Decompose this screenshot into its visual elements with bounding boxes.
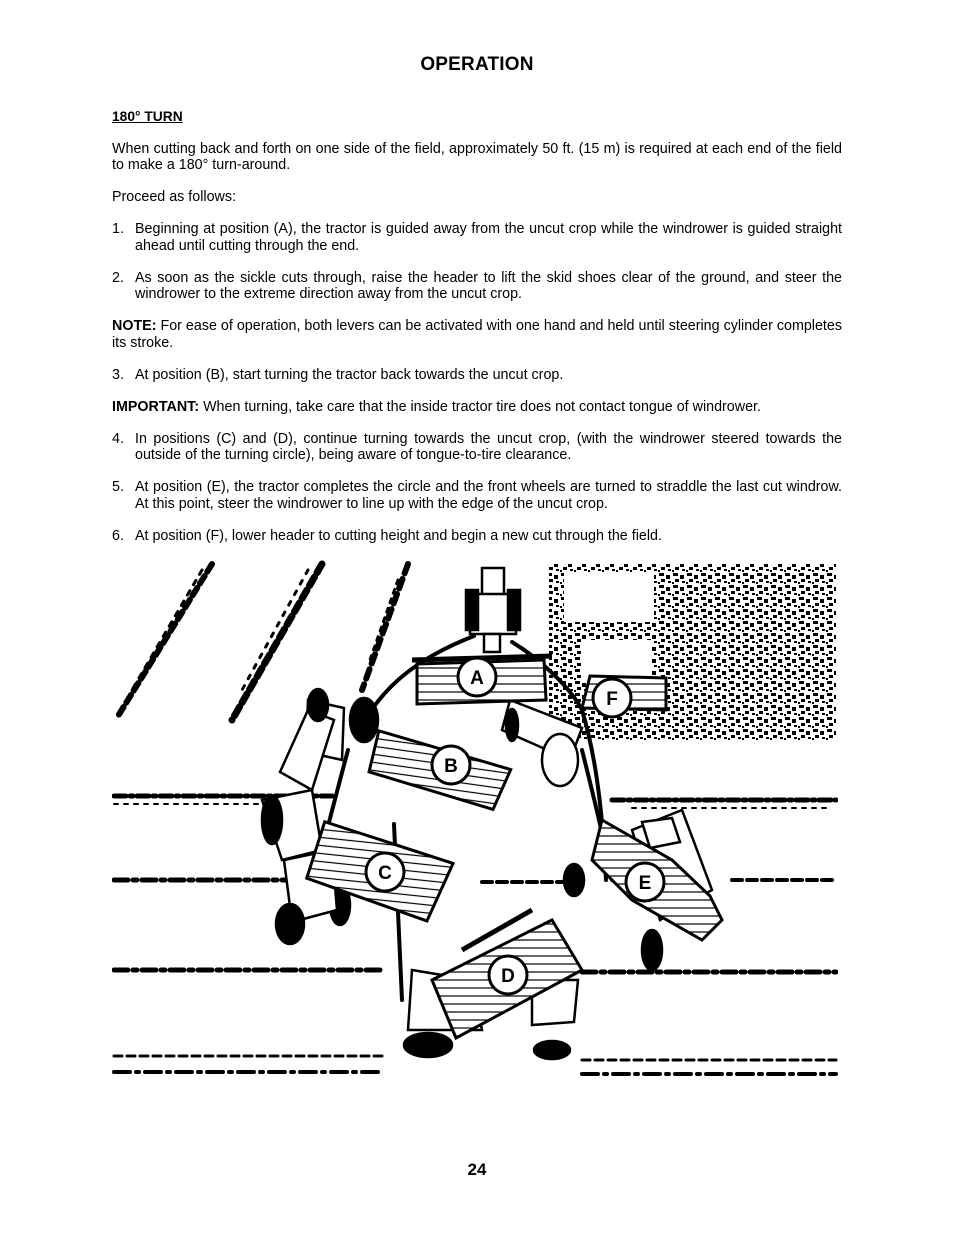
position-marker-f [593, 679, 631, 717]
position-label-d: D [501, 966, 515, 987]
step-6 [112, 528, 842, 545]
page-title: OPERATION [420, 54, 534, 75]
important-label: IMPORTANT: [112, 398, 200, 415]
section-content [112, 109, 842, 560]
turn-illustration [112, 560, 838, 1084]
step-2 [112, 270, 842, 303]
uncut-crop [549, 564, 836, 740]
step-text: In positions (C) and (D), continue turning towards the uncut crop, (with the windrower steered towards the outside of the turning circle), being aware of tongue-to-tire clearance. [135, 430, 842, 463]
step-text: At position (E), the tractor completes the circle and the front wheels are turned to straddle the last cut windrow. At this point, steer the windrower to line up with the edge of the uncut crop. [135, 479, 842, 512]
position-label-e: E [638, 873, 652, 894]
step-number: 3. [112, 366, 124, 383]
step-text: Beginning at position (A), the tractor is guided away from the uncut crop while the windrower is guided straight ahead until cutting through the end. [135, 221, 842, 254]
note-label: NOTE: [112, 318, 157, 334]
windrow-stripes [114, 796, 836, 1074]
turn-illustration-svg [112, 560, 838, 1084]
section-heading: 180° TURN [112, 109, 183, 124]
step-4 [112, 431, 842, 464]
position-label-b: B [444, 756, 458, 777]
step-text: At position (F), lower header to cutting height and begin a new cut through the field. [135, 527, 662, 544]
step-3 [112, 367, 842, 384]
step-text: At position (B), start turning the tractor back towards the uncut crop. [135, 366, 564, 383]
position-marker-d [489, 956, 527, 994]
step-number: 5. [112, 479, 124, 495]
important-paragraph [112, 399, 842, 416]
page-number: 24 [467, 1160, 487, 1179]
proceed-paragraph: Proceed as follows: [112, 189, 236, 205]
step-5 [112, 479, 842, 512]
position-marker-b [432, 746, 470, 784]
note-paragraph [112, 318, 842, 351]
important-text: When turning, take care that the inside tractor tire does not contact tongue of windrower. [199, 398, 761, 415]
position-label-f: F [606, 689, 618, 710]
step-text: As soon as the sickle cuts through, raise the header to lift the skid shoes clear of the ground, and steer the windrower to the extreme direction away from the uncut crop. [135, 269, 842, 302]
position-marker-a [458, 658, 496, 696]
step-1 [112, 221, 842, 254]
step-number: 2. [112, 269, 124, 286]
position-label-c: C [378, 863, 392, 884]
position-label-a: A [470, 668, 484, 689]
step-number: 1. [112, 221, 124, 237]
position-marker-e [626, 863, 664, 901]
step-number: 4. [112, 430, 124, 447]
step-number: 6. [112, 527, 124, 544]
intro-paragraph: When cutting back and forth on one side of the field, approximately 50 ft. (15 m) is required at each end of the field to make a 180° turn-around. [112, 140, 842, 173]
cut-swaths [118, 564, 408, 720]
position-marker-c [366, 853, 404, 891]
tractor-left [262, 689, 378, 944]
tractor-top [466, 568, 520, 652]
note-text: For ease of operation, both levers can be activated with one hand and held until steering cylinder completes its stroke. [112, 318, 842, 351]
